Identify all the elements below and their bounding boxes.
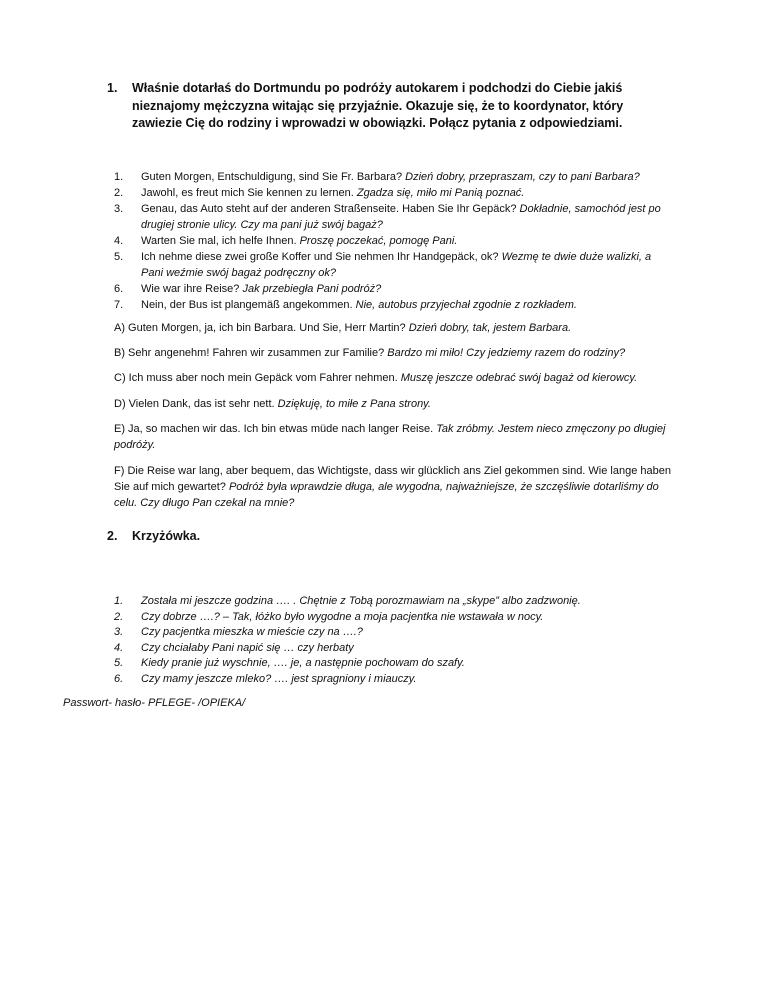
answer-polish: Dziękuję, to miłe z Pana strony. xyxy=(277,398,431,410)
question-german: Nein, der Bus ist plangemäß angekommen. xyxy=(141,299,353,311)
question-item xyxy=(114,281,674,297)
clue-text: Czy mamy jeszcze mleko? …. jest spragniony i miauczy. xyxy=(141,672,417,685)
answer-a xyxy=(114,320,674,336)
question-german: Jawohl, es freut mich Sie kennen zu lernen. xyxy=(141,187,354,199)
answer-b xyxy=(114,345,674,361)
question-german: Genau, das Auto steht auf der anderen Straßenseite. Haben Sie Ihr Gepäck? xyxy=(141,203,517,215)
answer-polish: Podróż była wprawdzie długa, ale wygodna, najważniejsze, że szczęśliwie dotarliśmy do celu. Czy długo Pan czekał na mnie? xyxy=(114,481,659,509)
question-number: 1. xyxy=(114,171,124,183)
section-1-title: Właśnie dotarłaś do Dortmundu po podróży autokarem i podchodzi do Ciebie jakiś nieznajomy mężczyzna witając się przyjaźnie. Okazuje się, że to koordynator, który zawiezie Cię do rodziny i wprowadzi w obowiązki. Połącz pytania z odpowiedziami. xyxy=(132,81,624,130)
section-2-title: Krzyżówka. xyxy=(132,529,201,543)
clue-item xyxy=(114,672,674,688)
section-1-heading xyxy=(107,80,667,133)
answer-polish: Tak zróbmy. Jestem nieco zmęczony po długiej podróży. xyxy=(114,423,666,451)
clue-text: Kiedy pranie już wyschnie, …. je, a następnie pochowam do szafy. xyxy=(141,657,465,669)
section-1-number: 1. xyxy=(107,81,118,95)
answer-f xyxy=(114,463,674,511)
dialogue-questions-list xyxy=(114,169,674,313)
answer-german: C) Ich muss aber noch mein Gepäck vom Fahrer nehmen. xyxy=(114,372,398,384)
question-number: 2. xyxy=(114,187,124,199)
question-number: 5. xyxy=(114,251,124,263)
crossword-password: Passwort- hasło- PFLEGE- /OPIEKA/ xyxy=(63,697,246,709)
question-polish: Nie, autobus przyjechał zgodnie z rozkładem. xyxy=(355,299,577,311)
answer-german: A) Guten Morgen, ja, ich bin Barbara. Und Sie, Herr Martin? xyxy=(114,322,406,334)
question-polish: Zgadza się, miło mi Panią poznać. xyxy=(356,187,525,199)
clue-text: Czy chciałaby Pani napić się … czy herbaty xyxy=(141,641,354,654)
question-polish: Proszę poczekać, pomogę Pani. xyxy=(299,235,458,247)
question-german: Warten Sie mal, ich helfe Ihnen. xyxy=(141,235,297,247)
answer-german: D) Vielen Dank, das ist sehr nett. xyxy=(114,398,275,410)
question-number: 6. xyxy=(114,283,124,295)
crossword-clues-list xyxy=(114,594,674,687)
question-item xyxy=(114,249,674,281)
clue-item xyxy=(114,656,674,672)
clue-text: Została mi jeszcze godzina …. . Chętnie z Tobą porozmawiam na „skype” albo zadzwonię. xyxy=(141,595,581,607)
answer-polish: Muszę jeszcze odebrać swój bagaż od kierowcy. xyxy=(400,372,638,384)
clue-number: 5. xyxy=(114,657,124,669)
answer-polish: Bardzo mi miło! Czy jedziemy razem do rodziny? xyxy=(387,347,626,359)
question-item xyxy=(114,233,674,249)
clue-number: 1. xyxy=(114,595,124,607)
answer-german: F) Die Reise war lang, aber bequem, das Wichtigste, dass wir glücklich ans Ziel gekommen sind. Wie lange haben Sie auf mich gewartet? xyxy=(114,465,671,493)
answer-c xyxy=(114,370,674,386)
answer-polish: Dzień dobry, tak, jestem Barbara. xyxy=(408,322,572,334)
clue-number: 4. xyxy=(114,641,124,654)
question-item xyxy=(114,169,674,185)
clue-text: Czy dobrze ….? – Tak, łóżko było wygodne a moja pacjentka nie wstawała w nocy. xyxy=(141,610,544,623)
clue-item xyxy=(114,625,674,641)
question-number: 3. xyxy=(114,203,124,215)
clue-item xyxy=(114,610,674,626)
question-german: Guten Morgen, Entschuldigung, sind Sie Fr. Barbara? xyxy=(141,171,403,183)
question-polish: Wezmę te dwie duże walizki, a Pani weźmie swój bagaż podręczny ok? xyxy=(141,251,652,279)
answer-d xyxy=(114,396,674,412)
answer-german: B) Sehr angenehm! Fahren wir zusammen zur Familie? xyxy=(114,347,385,359)
question-item xyxy=(114,201,674,233)
clue-item xyxy=(114,594,674,610)
answer-german: E) Ja, so machen wir das. Ich bin etwas müde nach langer Reise. xyxy=(114,423,434,435)
answer-e xyxy=(114,421,674,453)
question-item xyxy=(114,185,674,201)
question-item xyxy=(114,297,674,313)
question-polish: Dokładnie, samochód jest po drugiej stronie ulicy. Czy ma pani już swój bagaż? xyxy=(141,203,661,231)
question-number: 4. xyxy=(114,235,124,247)
question-number: 7. xyxy=(114,299,124,311)
clue-number: 2. xyxy=(114,610,124,623)
clue-number: 6. xyxy=(114,672,124,685)
question-polish: Jak przebiegła Pani podróż? xyxy=(242,283,382,295)
question-german: Ich nehme diese zwei große Koffer und Sie nehmen Ihr Handgepäck, ok? xyxy=(141,251,499,263)
section-2-heading xyxy=(107,528,407,546)
clue-item xyxy=(114,641,674,657)
question-german: Wie war ihre Reise? xyxy=(141,283,240,295)
clue-number: 3. xyxy=(114,626,124,638)
clue-text: Czy pacjentka mieszka w mieście czy na ….? xyxy=(141,626,363,638)
section-2-number: 2. xyxy=(107,529,118,543)
question-polish: Dzień dobry, przepraszam, czy to pani Barbara? xyxy=(405,171,640,183)
